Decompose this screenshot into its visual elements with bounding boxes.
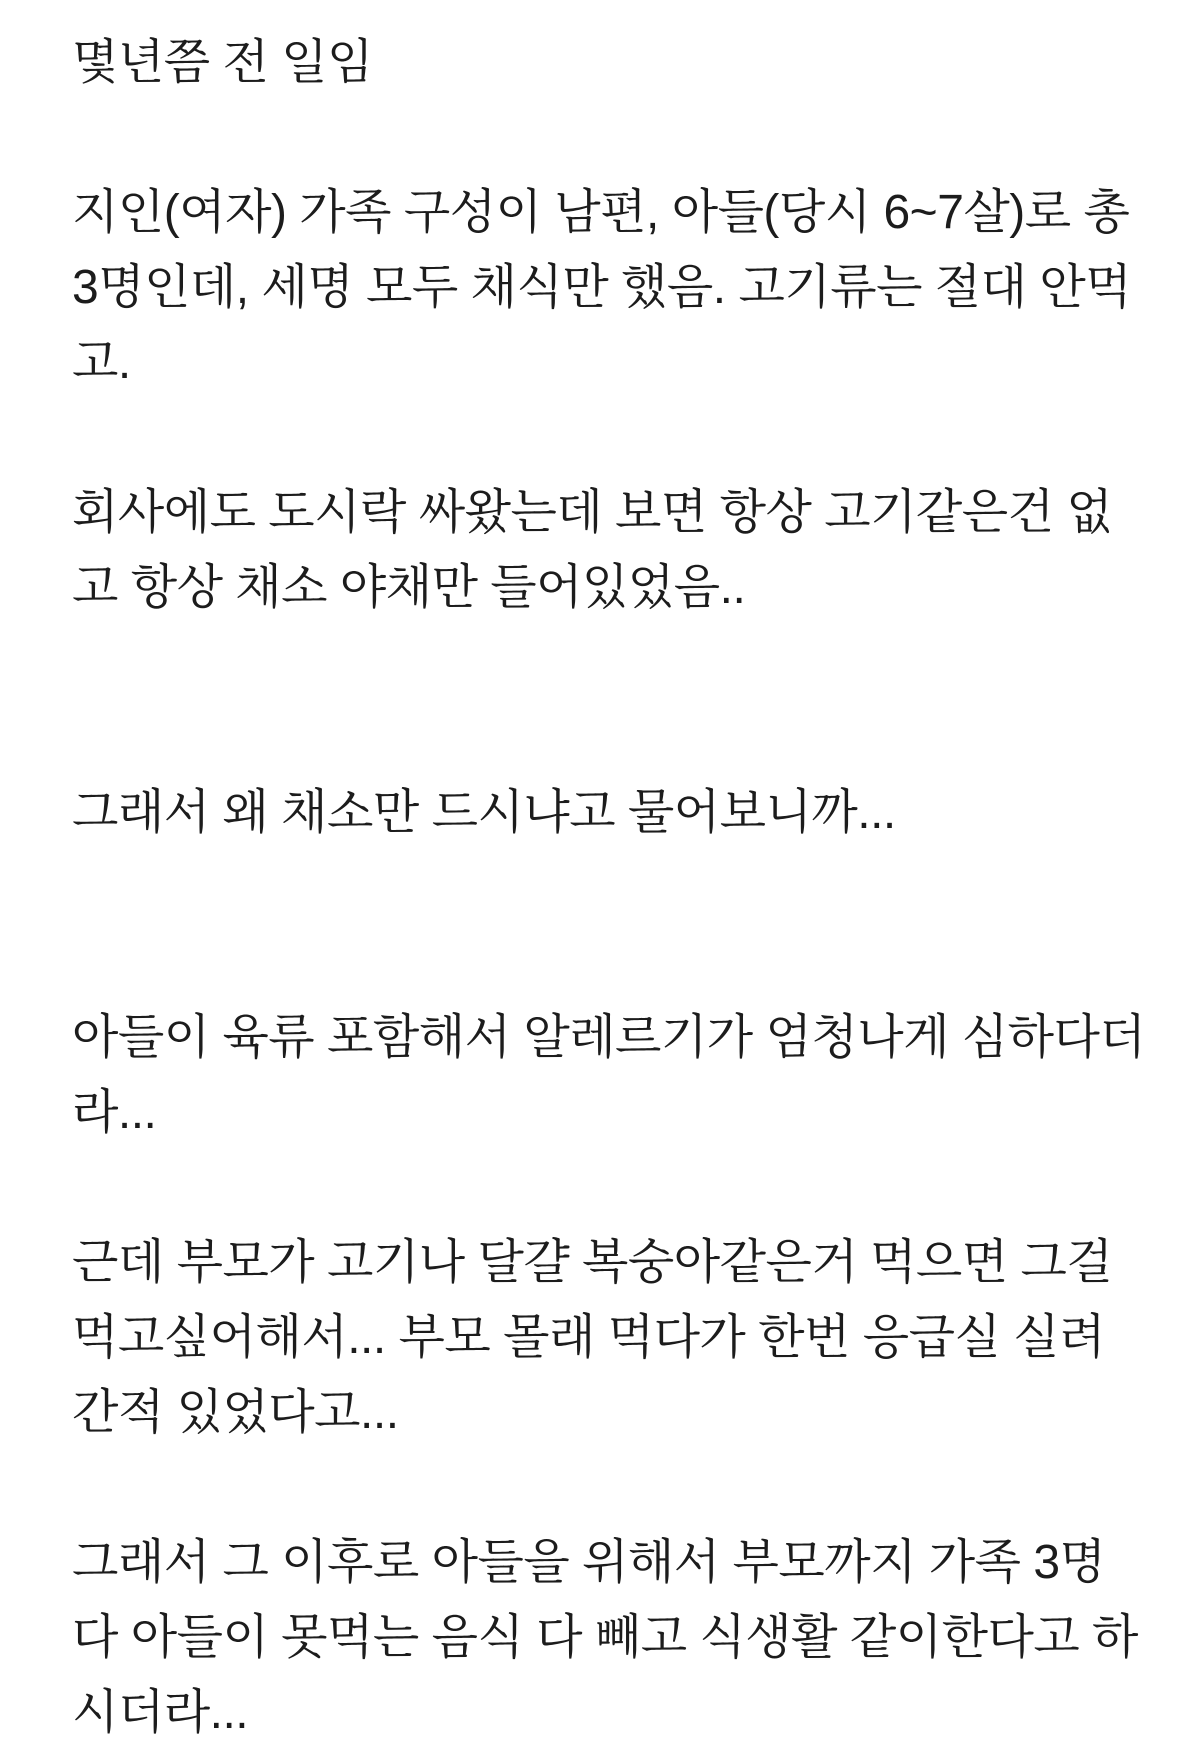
text-line: 라... (72, 1086, 157, 1139)
blank-line (72, 625, 1124, 700)
text-line: 아들이 육류 포함해서 알레르기가 엄청나게 심하다더 (72, 1011, 1146, 1064)
text-line: 고. (72, 336, 131, 389)
blank-line (72, 400, 1124, 475)
blank-line (72, 700, 1124, 775)
text-line: 그래서 그 이후로 아들을 위해서 부모까지 가족 3명 (72, 1536, 1106, 1589)
blank-line (72, 1450, 1124, 1525)
text-line: 고 항상 채소 야채만 들어있었음.. (72, 561, 746, 614)
text-line: 먹고싶어해서... 부모 몰래 먹다가 한번 응급실 실려 (72, 1311, 1105, 1364)
text-line: 그래서 왜 채소만 드시냐고 물어보니까... (72, 786, 896, 839)
blank-line (72, 925, 1124, 1000)
text-line: 회사에도 도시락 싸왔는데 보면 항상 고기같은건 없 (72, 486, 1113, 539)
blank-line (72, 850, 1124, 925)
text-line: 시더라... (72, 1686, 249, 1739)
blank-line (72, 1150, 1124, 1225)
text-line: 3명인데, 세명 모두 채식만 했음. 고기류는 절대 안먹 (72, 261, 1132, 314)
text-line: 지인(여자) 가족 구성이 남편, 아들(당시 6~7살)로 총 (72, 186, 1130, 239)
text-line: 근데 부모가 고기나 달걀 복숭아같은거 먹으면 그걸 (72, 1236, 1113, 1289)
blank-line (72, 100, 1124, 175)
text-line: 몇년쯤 전 일임 (72, 36, 373, 89)
text-line: 간적 있었다고... (72, 1386, 399, 1439)
text-line: 다 아들이 못먹는 음식 다 빼고 식생활 같이한다고 하 (72, 1611, 1138, 1664)
